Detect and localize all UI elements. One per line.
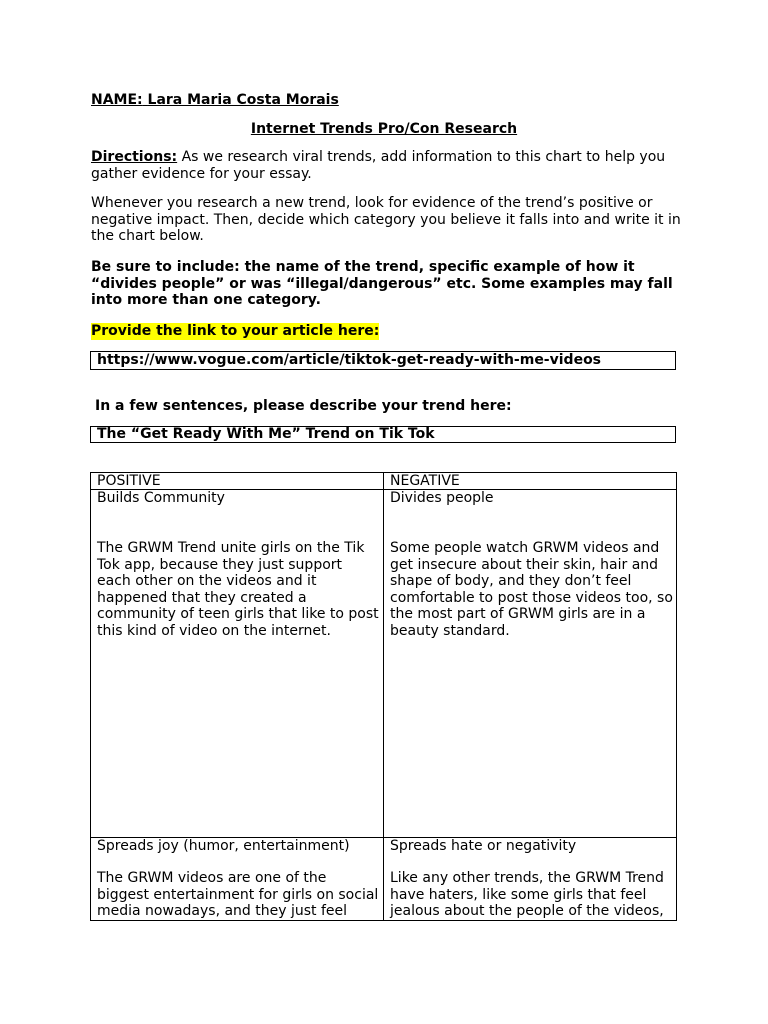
pro-con-table [90,472,677,921]
trend-description-box[interactable]: The “Get Ready With Me” Trend on Tik Tok [90,426,676,443]
builds-community-text[interactable]: The GRWM Trend unite girls on the Tik Tok app, because they just support each other on the videos and it happened that they created a community of teen girls that like to post this kind of video on the internet. [97,540,379,639]
describe-label: In a few sentences, please describe your trend here: [95,398,512,414]
negative-header: NEGATIVE [390,473,460,489]
link-label: Provide the link to your article here: [91,323,380,339]
requirements-paragraph: Be sure to include: the name of the trend, specific example of how it “divides people” or was “illegal/dangerous” etc. Some examples may fall into more than one category. [91,259,673,308]
builds-community-title: Builds Community [97,490,225,506]
directions-text: As we research viral trends, add information to this chart to help you gather evidence for your essay. [91,149,666,182]
directions [91,149,681,182]
spreads-hate-title: Spreads hate or negativity [390,838,577,854]
student-name: Lara Maria Costa Morais [147,92,339,108]
name-line [91,92,339,109]
divides-people-title: Divides people [390,490,494,506]
divides-people-text[interactable]: Some people watch GRWM videos and get insecure about their skin, hair and shape of body, and they don’t feel comfortable to post those videos too, so the most part of GRWM girls are in a beauty standard. [390,540,673,639]
directions-label: Directions: [91,149,178,165]
name-label: NAME: [91,92,143,108]
positive-header: POSITIVE [97,473,161,489]
table-column-divider [383,472,384,921]
instructions-paragraph: Whenever you research a new trend, look for evidence of the trend’s positive or negative impact. Then, decide which category you believe it falls into and write it in the chart below. [91,195,681,244]
spreads-joy-text[interactable]: The GRWM videos are one of the biggest entertainment for girls on social media nowadays, and they just feel [97,870,379,919]
spreads-joy-title: Spreads joy (humor, entertainment) [97,838,350,854]
table-border-left [90,472,91,921]
spreads-hate-text[interactable]: Like any other trends, the GRWM Trend have haters, like some girls that feel jealous about the people of the videos, [390,870,664,919]
document-title: Internet Trends Pro/Con Research [250,121,518,137]
table-border-right [676,472,677,921]
article-link-box[interactable]: https://www.vogue.com/article/tiktok-get-ready-with-me-videos [90,351,676,370]
